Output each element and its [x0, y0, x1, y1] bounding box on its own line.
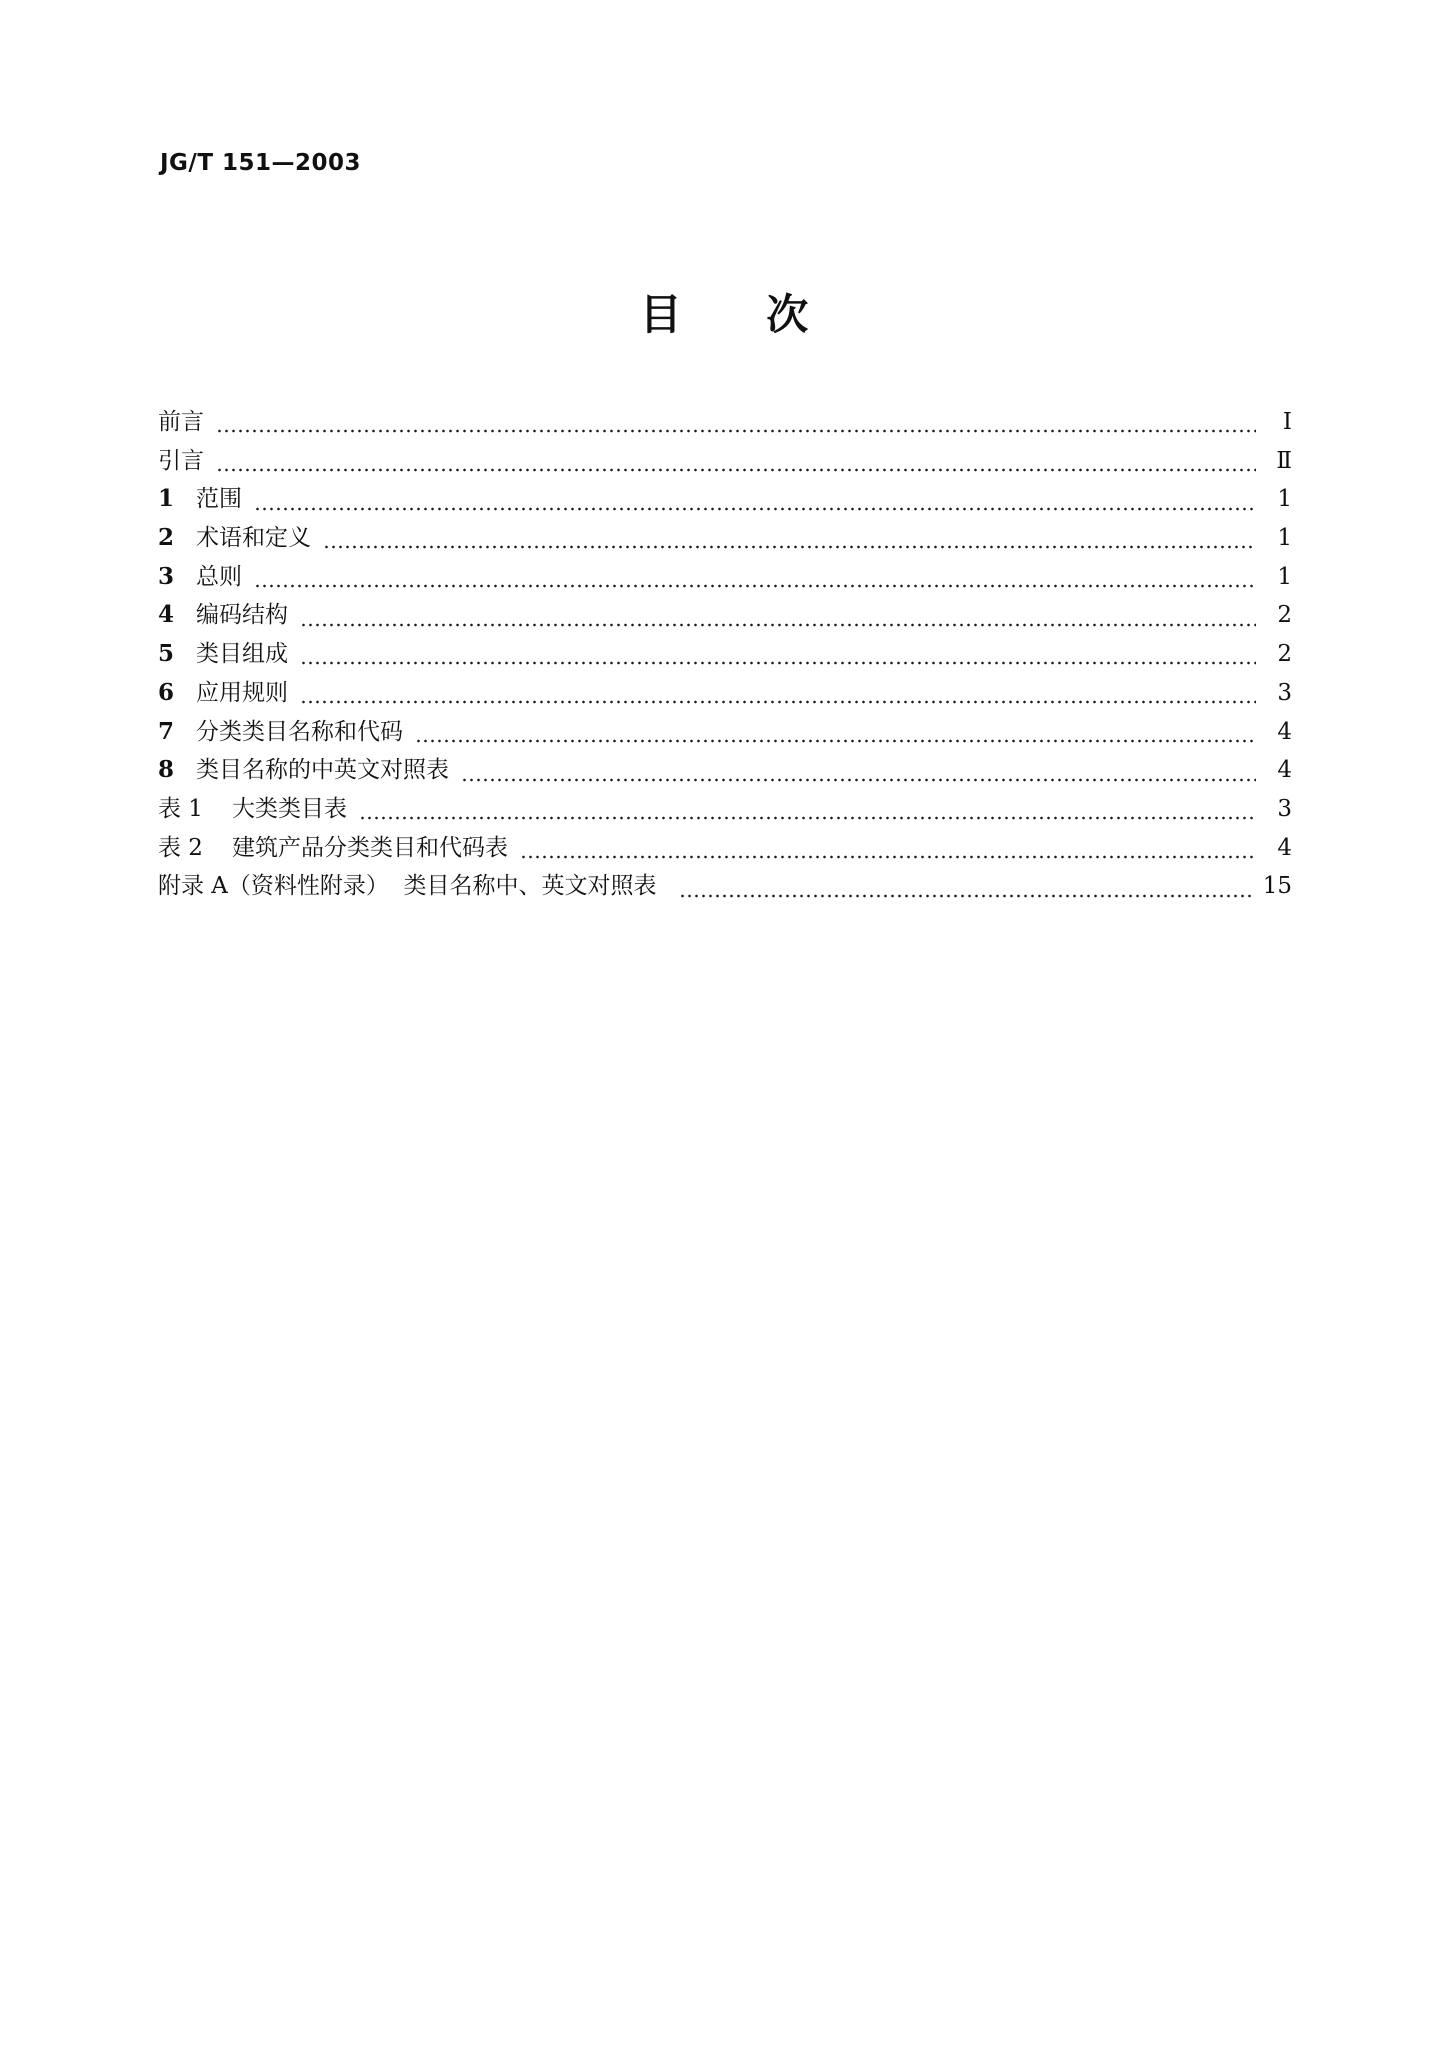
toc-entry-number: 2 — [158, 524, 175, 552]
toc-entry-title: 分类类目名称和代码 — [196, 718, 403, 745]
toc-entry-number: 表 2 — [158, 834, 203, 861]
toc-entry-code-structure[interactable] — [158, 600, 1292, 639]
toc-entry-title: 大类类目表 — [232, 795, 347, 822]
toc-entry-page: 3 — [1277, 795, 1292, 822]
toc-entry-table-1[interactable] — [158, 794, 1292, 833]
dot-leader — [254, 507, 1256, 511]
toc-entry-title: 术语和定义 — [196, 525, 311, 552]
toc-entry-chinese-english-names[interactable] — [158, 755, 1292, 794]
toc-entry-label — [158, 523, 323, 553]
toc-entry-label — [158, 600, 300, 630]
toc-entry-label — [158, 562, 254, 592]
dot-leader — [300, 661, 1256, 665]
toc-entry-page: Ⅰ — [1282, 409, 1292, 435]
toc-entry-category-names-and-codes[interactable] — [158, 717, 1292, 756]
toc-entry-title: 类目名称的中英文对照表 — [196, 757, 449, 784]
toc-entry-page: Ⅱ — [1276, 447, 1292, 474]
toc-entry-number: 8 — [158, 756, 175, 784]
dot-leader — [520, 855, 1256, 859]
toc-entry-title: 应用规则 — [196, 679, 288, 706]
toc-entry-terms-and-definitions[interactable] — [158, 523, 1292, 562]
toc-entry-number: 4 — [158, 601, 175, 629]
toc-entry-title: 引言 — [158, 447, 204, 474]
dot-leader — [359, 816, 1256, 820]
toc-entry-page: 2 — [1277, 641, 1292, 668]
dot-leader — [323, 545, 1256, 549]
toc-entry-label — [158, 871, 679, 901]
toc-entry-label — [158, 484, 254, 514]
toc-entry-page: 1 — [1277, 563, 1292, 590]
dot-leader — [254, 584, 1256, 588]
dot-leader — [461, 778, 1256, 782]
toc-entry-page: 1 — [1277, 525, 1292, 552]
dot-leader — [216, 429, 1256, 433]
toc-entry-page: 4 — [1277, 757, 1292, 784]
toc-title: 目 次 — [639, 290, 809, 339]
toc-entry-page: 3 — [1277, 679, 1292, 706]
toc-entry-page: 2 — [1277, 602, 1292, 629]
toc-entry-title: 建筑产品分类类目和代码表 — [232, 834, 508, 861]
toc-entry-number: 7 — [158, 717, 175, 745]
toc-entry-label — [158, 407, 216, 437]
toc-entry-number: 5 — [158, 640, 175, 668]
toc-entry-number: 6 — [158, 678, 175, 706]
toc-entry-title: 总则 — [196, 563, 242, 590]
dot-leader — [300, 623, 1256, 627]
toc-entry-foreword[interactable] — [158, 407, 1292, 446]
toc-entry-number: 3 — [158, 562, 175, 590]
toc-entry-label — [158, 639, 300, 669]
toc-entry-introduction[interactable] — [158, 446, 1292, 485]
toc-entry-page: 1 — [1277, 486, 1292, 513]
toc-entry-number: 1 — [158, 485, 175, 513]
toc-entry-table-2[interactable] — [158, 833, 1292, 872]
toc-entry-page: 4 — [1277, 834, 1292, 861]
toc-entry-number: 表 1 — [158, 795, 203, 822]
toc-entry-title: 编码结构 — [196, 602, 288, 629]
toc-entry-page: 15 — [1262, 873, 1292, 900]
toc-entry-general-rules[interactable] — [158, 562, 1292, 601]
toc-entry-title: 类目组成 — [196, 641, 288, 668]
toc-entry-label — [158, 833, 520, 863]
toc-entry-scope[interactable] — [158, 484, 1292, 523]
dot-leader — [300, 700, 1256, 704]
toc-entry-title: 附录 A（资料性附录） 类目名称中、英文对照表 — [158, 873, 657, 900]
toc-entry-title: 范围 — [196, 486, 242, 513]
dot-leader — [415, 739, 1256, 743]
toc-entry-label — [158, 755, 461, 785]
toc-entry-label — [158, 446, 216, 476]
table-of-contents — [158, 407, 1292, 910]
toc-entry-application-rules[interactable] — [158, 678, 1292, 717]
toc-entry-category-composition[interactable] — [158, 639, 1292, 678]
dot-leader — [216, 468, 1256, 472]
toc-entry-page: 4 — [1277, 718, 1292, 745]
toc-entry-annex-a[interactable] — [158, 871, 1292, 910]
standard-number: JG/T 151—2003 — [160, 150, 362, 176]
toc-entry-label — [158, 678, 300, 708]
toc-entry-title: 前言 — [158, 409, 204, 435]
dot-leader — [679, 894, 1251, 898]
toc-entry-label — [158, 717, 415, 747]
toc-entry-label — [158, 794, 359, 824]
